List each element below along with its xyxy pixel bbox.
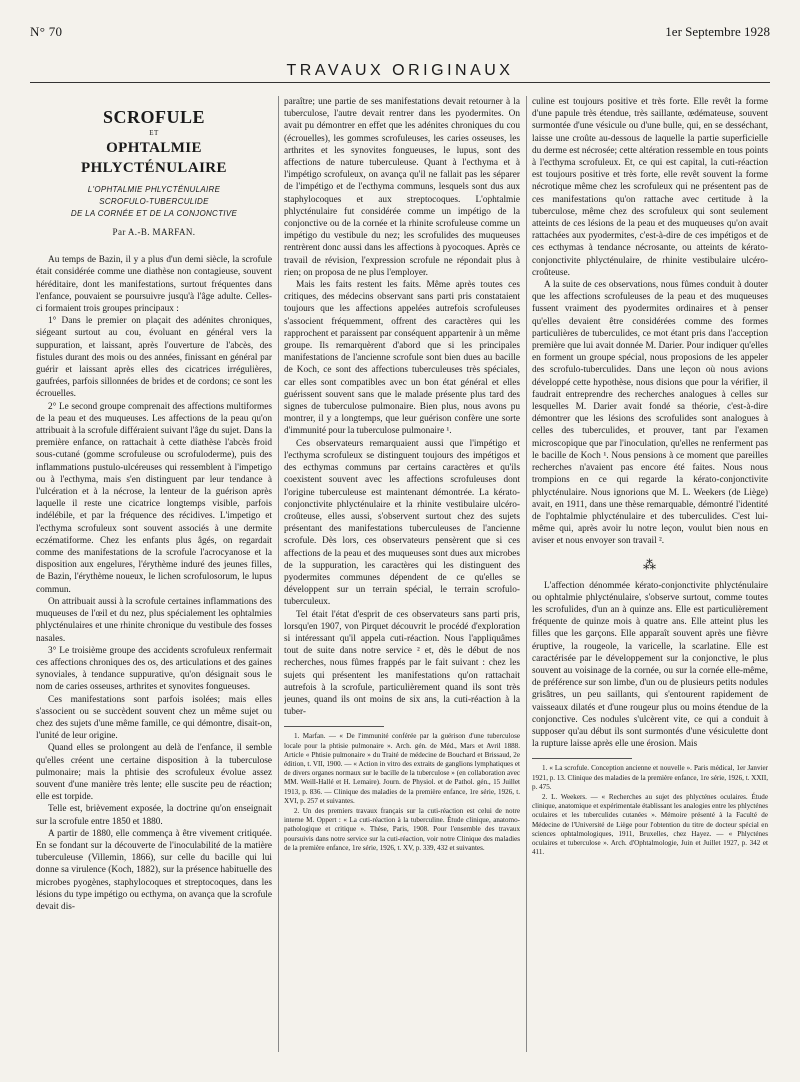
column-3 (532, 96, 768, 1068)
paragraph: 3° Le troisième groupe des accidents scrofuleux renfermait ces affections chroniques des os, des articulations et des gaines synoviales, à tendance suppurative, qu'on désignait sous le nom de caries osseuses, arthrites et synovites fongueuses. (36, 645, 272, 693)
paragraph: L'affection dénommée kérato-conjonctivite phlycténulaire ou ophtalmie phlycténulaire, s'observe surtout, comme toutes les scrofulides, d'un an à quinze ans. Elle est particulièrement fréquente de quinze mois à quatre ans. Elle atteint plus les filles que les garçons. Elle apparaît souvent après une fièvre éruptive, la rougeole, la varicelle, la scarlatine. Elle est caractérisée par le développement sur la conjonctive, le plus souvent au voisinage de la cornée, ou sur la cornée elle-même, de préférence sur son limbe, d'un ou de plusieurs petits nodules grisâtres, un peu saillants, qui s'entourent rapidement de vaisseaux dilatés et d'une rougeur plus ou moins étendue de la conjonctive. Ces nodules s'ulcèrent vite, ce qui a conduit à supposer qu'au début ils sont surmontés d'une vésiculette dont la rupture laisse après elle une érosion. Mais (532, 580, 768, 750)
article-subtitle-line: SCROFULO-TUBERCULIDE (99, 197, 209, 206)
section-break-asterism: ⁂ (643, 556, 657, 572)
footnote: 1. « La scrofule. Conception ancienne et nouvelle ». Paris médical, 1er Janvier 1921, p. 13. Clinique des maladies de la première enfance, 1re série, 1926, t. XXII, p. 475. (532, 764, 768, 791)
article-subtitle-line: L'OPHTALMIE PHLYCTÉNULAIRE (87, 185, 221, 194)
paragraph: Tel était l'état d'esprit de ces observateurs sans parti pris, lorsqu'en 1907, von Pirquet découvrit le procédé d'exploration si intéressant qu'il appela cuti-réaction. Nous l'appliquâmes tout de suite dans notre service ² et, dès le début de nos recherches, nous fûmes frappés par le fait suivant : chez les sujets qui présentent les manifestations qu'on rattachait autrefois à la scrofule, particulièrement quand ils sont très jeunes, quand ils ont moins de six ans, la cuti-réaction à la tuber- (284, 609, 520, 718)
article-title-main: SCROFULE (102, 107, 205, 127)
paragraph: paraître; une partie de ses manifestations devait retourner à la tuberculose, l'autre devait rentrer dans les pyodermites. On avait pu démontrer en effet que les adénites chroniques du cou (écrouelles), les gommes scrofuleuses, les caries osseuses, les arthrites et les synovites fongueuses, le lupus, sont des affections de nature tuberculeuse. Quant à l'ecthyma et à l'impétigo scrofuleux, on avança qu'il ne fallait pas les séparer de l'impétigo et de l'ecthyma communs, lesquels sont dus aux staphylocoques et aux streptocoques. L'ophtalmie phlycténulaire fut considérée comme un impétigo de la conjonctive ou de la cornée et la rhinite scrofuleuse comme un impétigo du vestibule du nez; les scrofulides des muqueuses rentrèrent donc aussi dans les affections à pyocoques. Après ce travail de révision, l'expression scrofule ne répondait plus à rien; on proposa de ne plus l'employer. (284, 97, 520, 278)
article-subtitle-line: DE LA CORNÉE ET DE LA CONJONCTIVE (70, 209, 238, 218)
running-header (30, 24, 770, 42)
article-title-conjunction: ET (149, 129, 159, 137)
footnote: 2. L. Weekers. — « Recherches au sujet des phlycténes oculaires. Étude clinique, anatomique et expérimentale établissant les analogies entre les phlycténes oculaires et les tuberculides cutanées ». Mémoire présenté à la Faculté de Médecine de l'Université de Liège pour l'obtention du titre de docteur spécial en sciences ophtalmologiques, 1911, Bruxelles, chez Hayez. — « Phlycténes oculaires et tuberculose ». Arch. d'Ophtalmologie, Juin et Juillet 1927, p. 342 et 411. (532, 792, 768, 857)
section-rule (30, 82, 770, 83)
paragraph: Ces observateurs remarquaient aussi que l'impétigo et l'ecthyma scrofuleux se distinguent toujours des impétigos et des ecthymas communs par certains caractères et qu'ils coexistent souvent avec les affections scrofuleuses dont l'origine tuberculeuse est maintenant démontrée. La kérato-conjonctivite phlycténulaire et la rhinite vestibulaire ulcéro-croûteuse, elles aussi, s'observent surtout chez des sujets présentant des manifestations tuberculeuses de l'ancienne scrofule. Dès lors, ces observateurs pensèrent que si ces affections de la peau et des muqueuses sont dues aux microbes de la suppuration, les caractères qui les distinguent des pyodermites communes dépendent de ce qu'elles se développent sur un terrain spécial, le terrain scrofulo-tuberculeux. (284, 438, 520, 608)
footnote: 1. Marfan. — « De l'immunité conférée par la guérison d'une tuberculose locale pour la phtisie pulmonaire ». Arch. gén. de Méd., Mars et Avril 1888. Article « Phtisie pulmonaire » du Traité de médecine de Bouchard et Brissaud, 2e édition, t. VII, 1900. — « Action in vitro des extraits de ganglions lymphatiques et de divers organes normaux sur le bacille de la tuberculose » (en collaboration avec MM. Weill-Hallé et H. Lemaire). Journ. de Physiol. et de Pathol. gén., 15 Juillet 1913, p. 836. — Clinique des maladies de la première enfance, 1re série, 1926, t. XVI, p. 257 et suivantes. (284, 732, 520, 805)
footnote-rule (284, 726, 384, 727)
column-divider (278, 96, 279, 1052)
paragraph: Quand elles se prolongent au delà de l'enfance, il semble qu'elles créent une certaine disposition à la tuberculose pulmonaire; mais la phtisie des scrofuleux évolue assez souvent d'une manière très lente; elle suscite peu de réaction; elle est torpide. (36, 743, 272, 803)
column-divider (526, 96, 527, 1052)
issue-date: 1er Septembre 1928 (665, 24, 770, 39)
paragraph: Au temps de Bazin, il y a plus d'un demi siècle, la scrofule était considérée comme une diathèse non contagieuse, souvent héréditaire, dont les manifestations, surtout fréquentes dans l'enfance, pouvaient se poursuivre jusqu'à l'âge adulte. Celles-ci formaient trois groupes principaux : (36, 255, 272, 315)
paragraph: A la suite de ces observations, nous fûmes conduit à douter que les affections scrofuleuses de la peau et des muqueuses fussent vraiment des pyodermites ordinaires et à penser qu'elles devaient être considérées comme des formes particulières de tuberculides, ce mot étant pris dans l'acception première que lui avait donnée M. Darier. Pour indiquer qu'elles en forment un groupe spécial, nous proposions de les appeler des scrofulo-tuberculides. Dans une leçon où nous avions développé cette hypothèse, nous disions que pour la vérifier, il faudrait entreprendre des recherches analogues à celles sur lesquelles M. Darier avait fondé sa théorie, c'est-à-dire démontrer que les lésions des scrofulides sont analogues à celles des tuberculides, et prouver, tant par l'examen microscopique que par l'inoculation, qu'elles ne renferment pas le bacille de Koch ¹. Nous pensions à ce moment que pareilles recherches n'avaient pas encore été faites. Nous nous trompions en ce qui regarde la kérato-conjonctivite phlycténulaire. Nous ignorions que M. L. Weekers (de Liège) avait, en 1911, dans une thèse remarquable, démontré l'identité de l'ophtalmie phlycténulaire et des tuberculides. C'est lui-même qui, après avoir lu notre leçon, voulut bien nous en aviser et nous envoyer son travail ². (532, 280, 768, 547)
article-heading (36, 106, 272, 238)
paragraph: Mais les faits restent les faits. Même après toutes ces critiques, des médecins observant sans parti pris constataient toujours que les affections appelées autrefois scrofuleuses s'associent fréquemment, offrent des caractères qui les rapprochent et paraissent par conséquent appartenir à un même groupe. Ils remarquèrent d'abord que si les principales manifestations de l'ancienne scrofule sont bien dues au bacille de Koch, ce sont des affections tuberculeuses très spéciales, car elles sont compatibles avec un bon état général et elles guérissent souvent sans que le malade présente plus tard des signes de tuberculose pulmonaire. Bien plus, nous avons pu montrer, il y a longtemps, que leur guérison confère une sorte d'immunité pour la tuberculose pulmonaire ¹. (284, 280, 520, 437)
issue-number: N° 70 (30, 24, 63, 39)
paragraph: A partir de 1880, elle commença à être vivement critiquée. En se fondant sur la découverte de l'inoculabilité de la matière tuberculeuse (Villemin, 1866), sur celle du bacille qui lui donne sa virulence (Koch, 1882), sur la présence habituelle des microbes pyogènes, staphylocoques et streptocoques, dans les lésions du type impétigo ou ecthyma, on avança que la scrofule devait dis- (36, 828, 272, 912)
column-1 (36, 96, 272, 1068)
article-body (36, 96, 766, 1068)
paragraph: On attribuait aussi à la scrofule certaines inflammations des muqueuses de l'œil et du nez, plus spécialement les ophtalmies phlycténulaires et une rhinite chronique du vestibule des fosses nasales. (36, 596, 272, 644)
paragraph: 2° Le second groupe comprenait des affections multiformes de la peau et des muqueuses. Les affections de la peau qu'on attribuait à la scrofule différaient suivant l'âge du sujet. Dans la première enfance, on rattachait à cette diathèse l'abcès froid sous-cutané (gomme scrofuleuse ou scrofuloderme), puis des inflammations pustulo-ulcéreuses qui ressemblent à l'impetigo ou à l'ecthyma, mais s'en distinguent par leur tendance à l'ulcération et à la nécrose, la lenteur de la guérison après laquelle il reste une cicatrice longtemps visible, parfois indélébile, et par la fréquence des récidives. L'impetigo et l'ecthyma scrofuleux sont souvent associés à une dermite eczématiforme. Chez les enfants plus âgés, on regardait comme des manifestations de la scrofule l'acrocyanose et la disposition aux engelures, l'érythème induré des jeunes filles, de Bazin, l'érythème noueux, le lichen scrofulosorum, le lupus commun. (36, 401, 272, 595)
paragraph: Ces manifestations sont parfois isolées; mais elles s'associent ou se succèdent souvent chez un même sujet ou chez des sujets d'une même famille, ce qui démontre, disait-on, l'unité de leur origine. (36, 694, 272, 742)
paragraph: Telle est, brièvement exposée, la doctrine qu'on enseignait sur la scrofule entre 1850 et 1880. (36, 804, 272, 827)
section-title: TRAVAUX ORIGINAUX (286, 62, 514, 79)
footnote-rule (532, 758, 632, 759)
column-2 (284, 96, 520, 1068)
paragraph: 1° Dans le premier on plaçait des adénites chroniques, siégeant surtout au cou, évoluant en général vers la suppuration, et laissant, après l'ouverture de l'abcès, des fistules durant des mois ou des années, finissant en général par guérir et laissant après elles des cicatrices irrégulières, gaufrées, parfois sillonnées de brides et de cordons; ce sont les écrouelles. (36, 316, 272, 400)
paragraph: culine est toujours positive et très forte. Elle revêt la forme d'une papule très étendue, très saillante, œdémateuse, souvent surmontée d'une vésicule ou d'une bulle, qui, en se desséchant, laisse une croûte au-dessous de laquelle la partie superficielle du derme est nécrosée; cette altération ressemble en tous points à l'ecthyma scrofuleux. Et, ce qui est capital, la cuti-réaction est toujours positive et très forte, elle revêt souvent la forme nécrotique même chez les scrofuleux qui ne présentent pas de ces manifestations qu'on rattache avec certitude à la tuberculose, même chez des scrofuleux qui sont seulement atteints de ces lésions de la peau et des muqueuses qu'on avait rattachées aux pyodermites, c'est-à-dire de ces impétigos et de ces ecthymas à tendance nécrosante, ou atteints de kérato-conjonctivite phlycténulaire, de rhinite vestibulaire ulcéro-croûteuse. (532, 97, 768, 278)
footnote: 2. Un des premiers travaux français sur la cuti-réaction est celui de notre interne M. Oppert : « La cuti-réaction à la tuberculine. Étude clinique, anatomo-pathologique et critique ». Thèse, Paris, 1908. Pour l'ensemble des travaux poursuivis dans notre service sur la cuti-réaction, voir notre Clinique des maladies de la première enfance, 1re série, 1926, t. XV, p. 339, 432 et suivantes. (284, 806, 520, 852)
article-author: Par A.-B. MARFAN. (112, 227, 196, 237)
article-title-second: OPHTALMIE PHLYCTÉNULAIRE (81, 140, 227, 176)
